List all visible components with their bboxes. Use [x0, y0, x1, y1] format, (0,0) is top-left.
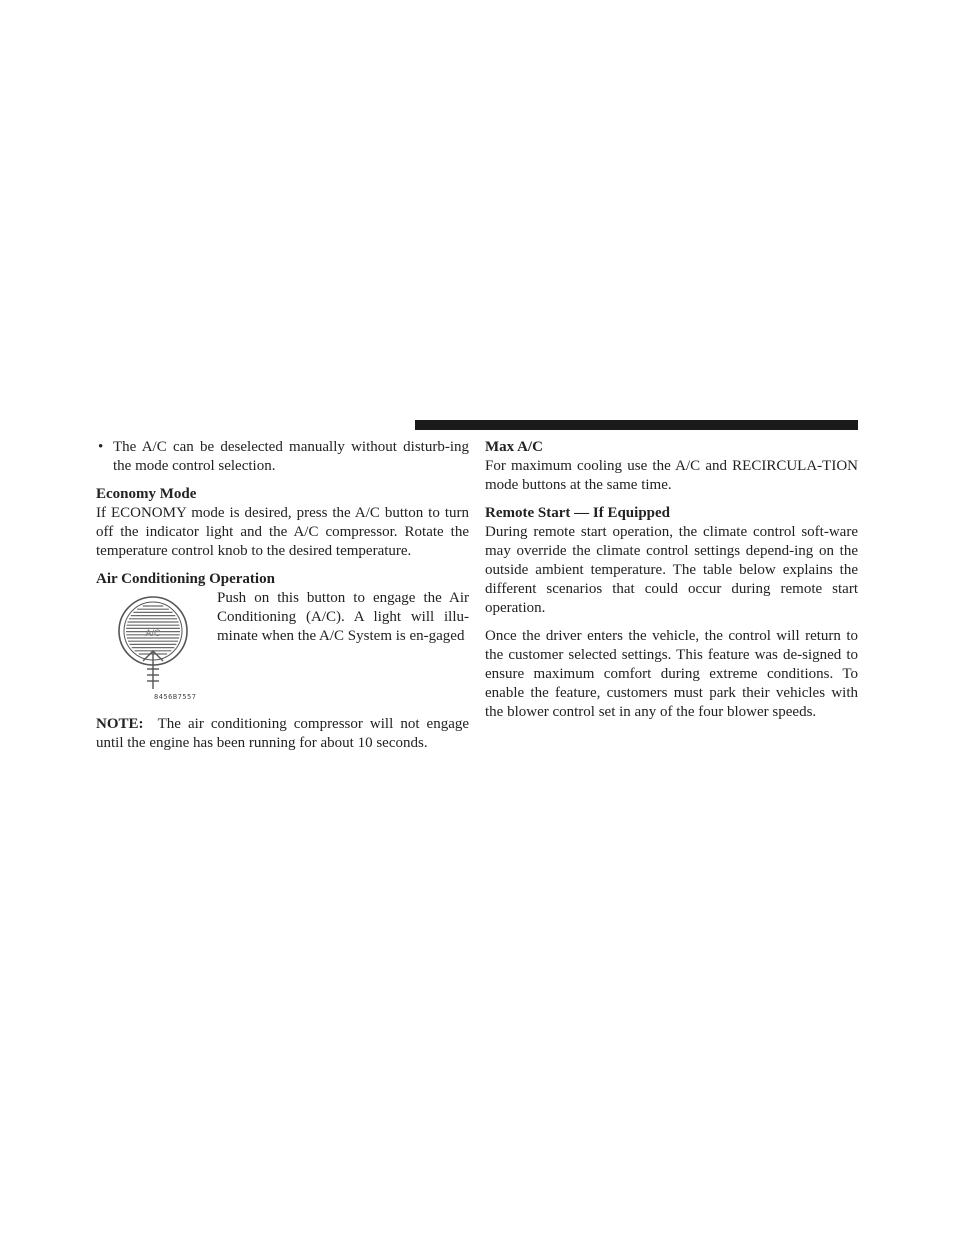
left-column [96, 438, 469, 753]
bullet-item [96, 438, 469, 476]
ac-operation-heading: Air Conditioning Operation [96, 571, 275, 587]
return-settings-text: Once the driver enters the vehicle, the control will return to the customer selected settings. This feature was de-signed to ensure maximum comfort during extreme conditions. To enable the feature, customers must park their vehicles with the blower control set in any of the four blower speeds. [485, 628, 858, 720]
note-paragraph [96, 715, 469, 753]
economy-mode-text: If ECONOMY mode is desired, press the A/C button to turn off the indicator light and the A/C compressor. Rotate the temperature control knob to the desired temperature. [96, 505, 469, 559]
ac-operation-text: Push on this button to engage the Air Conditioning (A/C). A light will illu-minate when the A/C System is en-gaged [217, 590, 469, 644]
remote-start-heading: Remote Start — If Equipped [485, 505, 671, 521]
ac-button-icon [96, 589, 208, 697]
ac-button-figure [96, 589, 208, 701]
section-header-bar [415, 420, 858, 430]
bullet-text: The A/C can be deselected manually without disturb-ing the mode control selection. [113, 439, 469, 474]
remote-start-text: During remote start operation, the climate control soft-ware may override the climate control settings depend-ing on the outside ambient temperature. The table below explains the different scenarios that could occur during remote start operation. [485, 524, 858, 616]
right-column [485, 438, 858, 722]
note-text: The air conditioning compressor will not engage until the engine has been running for about 10 seconds. [96, 716, 470, 751]
note-label: NOTE: [96, 716, 144, 732]
max-ac-text: For maximum cooling use the A/C and RECIRCULA-TION mode buttons at the same time. [485, 458, 858, 493]
economy-mode-heading: Economy Mode [96, 486, 197, 502]
figure-code: 8456B7557 [154, 693, 197, 701]
bullet-dot-icon: • [98, 439, 104, 455]
max-ac-heading: Max A/C [485, 439, 543, 455]
svg-text:A/C: A/C [145, 628, 161, 638]
ac-operation-block [96, 589, 469, 715]
